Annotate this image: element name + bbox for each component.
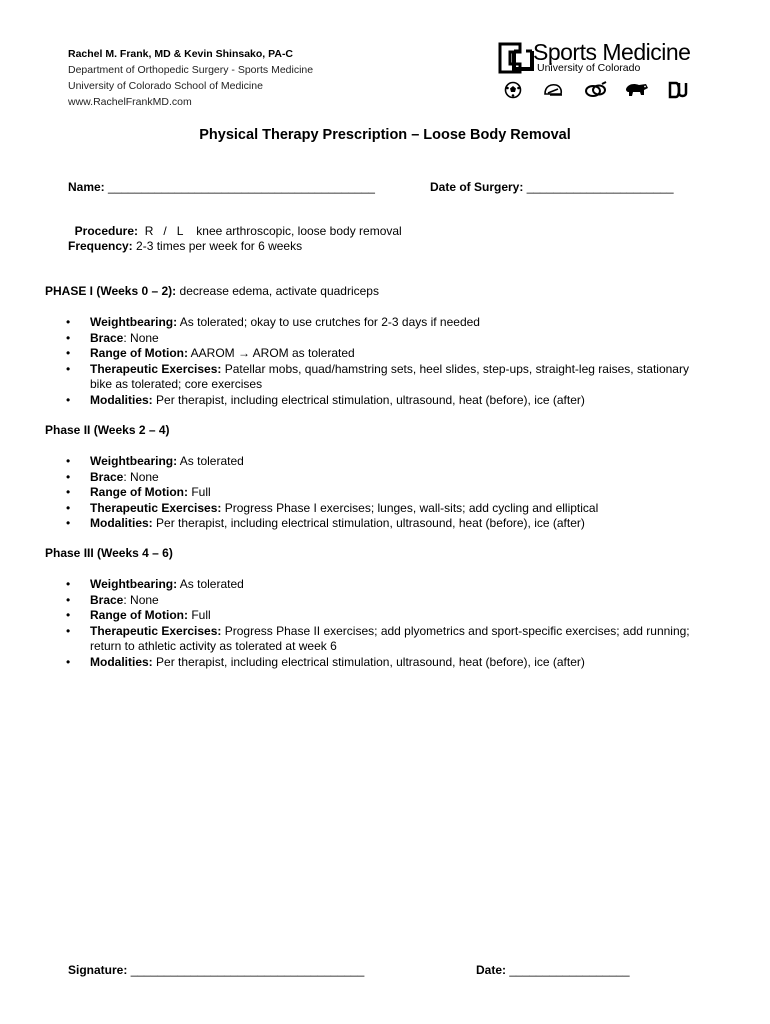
list-item: • Weightbearing: As tolerated; okay to use crutches for 2-3 days if needed	[66, 315, 480, 329]
name-line[interactable]: ________________________________________	[108, 180, 375, 194]
procedure-label: Procedure:	[74, 224, 139, 238]
list-item: • Modalities: Per therapist, including electrical stimulation, ultrasound, heat (before), ice (after)	[66, 516, 585, 530]
phase-3-list	[66, 577, 696, 670]
bullet-icon: •	[66, 315, 71, 329]
phase-2-heading: Phase II (Weeks 2 – 4)	[45, 423, 170, 437]
name-label: Name:	[68, 180, 105, 194]
bullet-icon: •	[66, 654, 71, 669]
bullet-icon: •	[66, 577, 71, 591]
list-item: • Modalities: Per therapist, including electrical stimulation, ultrasound, heat (before), ice (after)	[66, 654, 585, 669]
bullet-icon: •	[66, 392, 71, 407]
team-logo-icon	[584, 81, 604, 99]
phase-1-goal: decrease edema, activate quadriceps	[179, 284, 379, 298]
buffalo-icon	[624, 81, 644, 99]
bullet-icon: •	[66, 500, 71, 515]
list-item: • Range of Motion: AAROM → AROM as tolerated	[66, 346, 355, 360]
school-line: University of Colorado School of Medicine	[68, 80, 263, 92]
signature-label: Signature:	[68, 963, 128, 977]
date-line[interactable]: __________________	[509, 963, 630, 977]
bullet-icon: •	[66, 516, 71, 530]
date-label: Date:	[476, 963, 507, 977]
list-item: • Modalities: Per therapist, including electrical stimulation, ultrasound, heat (before), ice (after)	[66, 392, 585, 407]
signature-line[interactable]: ___________________________________	[130, 963, 365, 977]
logo-title: Sports Medicine	[533, 39, 691, 65]
bullet-icon: •	[66, 469, 71, 484]
bullet-icon: •	[66, 608, 71, 622]
surgery-date-label: Date of Surgery:	[430, 180, 524, 194]
list-item: • Therapeutic Exercises: Progress Phase I exercises; lunges, wall-sits; add cycling and elliptical	[66, 500, 599, 515]
bullet-icon: •	[66, 454, 71, 468]
bullet-icon: •	[66, 361, 71, 376]
phase-2-list	[66, 454, 696, 532]
helmet-icon	[542, 81, 562, 99]
logo-subtitle: University of Colorado	[537, 62, 641, 74]
department-line: Department of Orthopedic Surgery - Sports Medicine	[68, 64, 314, 76]
procedure-row	[68, 210, 402, 238]
bullet-icon: •	[66, 330, 71, 345]
list-item: • Therapeutic Exercises: Patellar mobs, quad/hamstring sets, heel slides, step-ups, straight-leg raises, stationary bike as tolerated; core exercises	[66, 361, 689, 391]
list-item: • Range of Motion: Full	[66, 608, 211, 622]
document-title: Physical Therapy Prescription – Loose Body Removal	[199, 127, 571, 143]
soccer-ball-icon	[503, 81, 523, 99]
signature-field[interactable]	[68, 963, 364, 977]
list-item: • Brace: None	[66, 592, 159, 607]
surgery-date-line[interactable]: ______________________	[526, 180, 674, 194]
cu-logo-icon	[498, 41, 538, 75]
list-item: • Weightbearing: As tolerated	[66, 577, 244, 591]
frequency-label: Frequency:	[68, 239, 133, 253]
phase-1-list	[66, 315, 696, 408]
list-item: • Therapeutic Exercises: Progress Phase II exercises; add plyometrics and sport-specific exercises; add running; return to athletic activity as tolerated at week 6	[66, 623, 690, 653]
list-item: • Weightbearing: As tolerated	[66, 454, 244, 468]
bullet-icon: •	[66, 592, 71, 607]
date-field[interactable]	[476, 963, 630, 977]
phase-1-heading: PHASE I (Weeks 0 – 2): decrease edema, activate quadriceps	[45, 284, 379, 298]
author-names: Rachel M. Frank, MD & Kevin Shinsako, PA-C	[68, 48, 294, 60]
du-logo-icon	[668, 81, 688, 99]
list-item: • Brace: None	[66, 330, 159, 345]
surgery-date-field[interactable]	[430, 180, 674, 194]
bullet-icon: •	[66, 346, 71, 360]
phase-3-heading: Phase III (Weeks 4 – 6)	[45, 546, 173, 560]
bullet-icon: •	[66, 485, 71, 499]
frequency-value: 2-3 times per week for 6 weeks	[136, 239, 303, 253]
procedure-value: R / L knee arthroscopic, loose body removal	[144, 224, 402, 238]
website-link[interactable]: www.RachelFrankMD.com	[68, 96, 192, 108]
list-item: • Brace: None	[66, 469, 159, 484]
name-field[interactable]	[68, 180, 375, 194]
frequency-row	[68, 239, 302, 253]
list-item: • Range of Motion: Full	[66, 485, 211, 499]
bullet-icon: •	[66, 623, 71, 638]
